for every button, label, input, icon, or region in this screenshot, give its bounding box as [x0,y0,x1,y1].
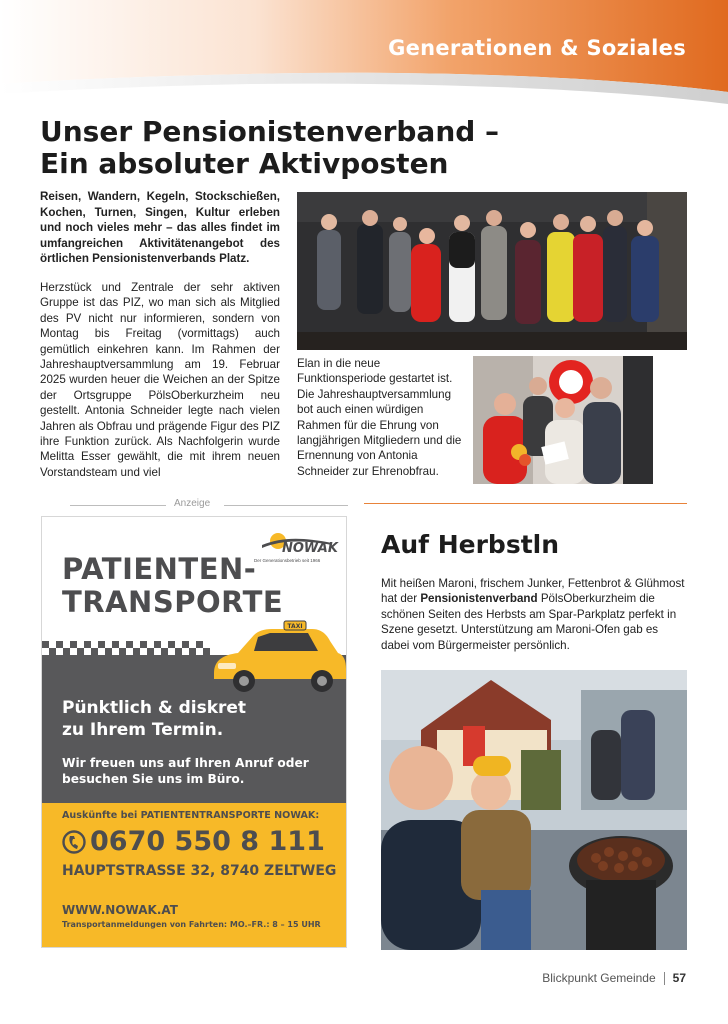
article2-body [381,576,687,653]
footer-separator [664,972,665,985]
group-photo [297,192,687,350]
nowak-logo-text: NOWAK [282,541,338,556]
phone-icon [62,829,86,855]
ad-label: Anzeige [174,498,211,509]
ad-slogan [62,697,246,741]
ad-label-rule-left [70,505,166,506]
page-number: 57 [672,971,686,985]
ad-subline-line2: besuchen Sie uns im Büro. [62,772,245,786]
ad-label-rule-right [224,505,348,506]
article-title-line1: Unser Pensionistenverband – [40,115,500,148]
article-body-col2: Elan in die neue Funktionsperiode gestartet ist. Die Jahreshauptversammlung bot auch einen würdigen Rahmen für die Ehrung von langjährigen Mitgliedern und die Ernennung von Antonia Schneider zur Ehrenobfrau. [297,357,462,478]
article2-body-bold: Pensionistenverband [420,592,538,606]
article2-title: Auf Herbstln [381,530,560,559]
autumn-selfie-photo [381,670,687,950]
ad-slogan-line2: zu Ihrem Termin. [62,720,224,740]
article-title [40,116,510,180]
advertisement[interactable] [41,516,347,948]
article2-body-end: PölsOberkurzheim die schönen Seiten des Herbsts am Spar-Parkplatz perfekt in Szene gesetzt. Unterstützung am Maroni-Ofen gab es dabei vom Bürgermeister persönlich. [381,592,677,652]
article-body-col1: Herzstück und Zentrale der sehr aktiven Gruppe ist das PIZ, wo man sich als Mitglied des PV nicht nur informieren, sondern von Montag bis Freitag (vormittags) auch gemütlich einkehren kann. Im Rahmen der Jahreshauptversammlung am 19. Februar 2025 wurden heuer die Weichen an der Spitze der Ortsgruppe PölsOberkurzheim neu gestellt. Antonia Schneider legte nach vielen Jahren als Obfrau und prägende Figur des PIZ ihre Funktion zurück. Als Nachfolgerin wurde Melitta Esser gewählt, die mit ihrem neuen Vorstandsteam und viel [40,281,280,479]
ad-subline [62,755,309,787]
honorary-photo [473,356,653,484]
section-label: Generationen & Soziales [388,36,686,60]
page-footer [542,971,686,985]
article-lead: Reisen, Wandern, Kegeln, Stockschießen, Kochen, Turnen, Singen, Kultur erleben und noch vieles mehr – das alles findet im umfangreichen Aktivitätenangebot des örtlichen Pensionistenverbands Platz. [40,190,280,265]
section-divider [364,503,687,504]
ad-info-line: Auskünfte bei PATIENTENTRANSPORTE NOWAK: [62,810,320,821]
ad-slogan-line1: Pünktlich & diskret [62,698,247,718]
nowak-tagline: Der Generationsbetrieb seit 1966 [254,558,321,563]
article2-body-start: Mit heißen Maroni, frischem Junker, Fettenbrot & Glühmost hat der [381,577,685,606]
taxi-sign-text: TAXI [287,623,303,630]
footer-publication: Blickpunkt Gemeinde [542,971,656,985]
taxi-illustration [208,617,347,699]
ad-headline [62,553,283,619]
ad-hours: Transportanmeldungen von Fahrten: MO.–FR.: 8 – 15 UHR [62,920,321,929]
ad-subline-line1: Wir freuen uns auf Ihren Anruf oder [62,756,309,770]
ad-address: HAUPTSTRASSE 32, 8740 ZELTWEG [62,863,337,879]
ad-phone-text: 0670 550 8 111 [90,826,325,857]
ad-website-link[interactable]: WWW.NOWAK.AT [62,903,178,917]
ad-headline-line1: PATIENTEN- [62,552,257,586]
ad-headline-line2: TRANSPORTE [62,585,284,619]
ad-phone-number[interactable] [62,826,325,857]
article-title-line2: Ein absoluter Aktivposten [40,147,449,180]
